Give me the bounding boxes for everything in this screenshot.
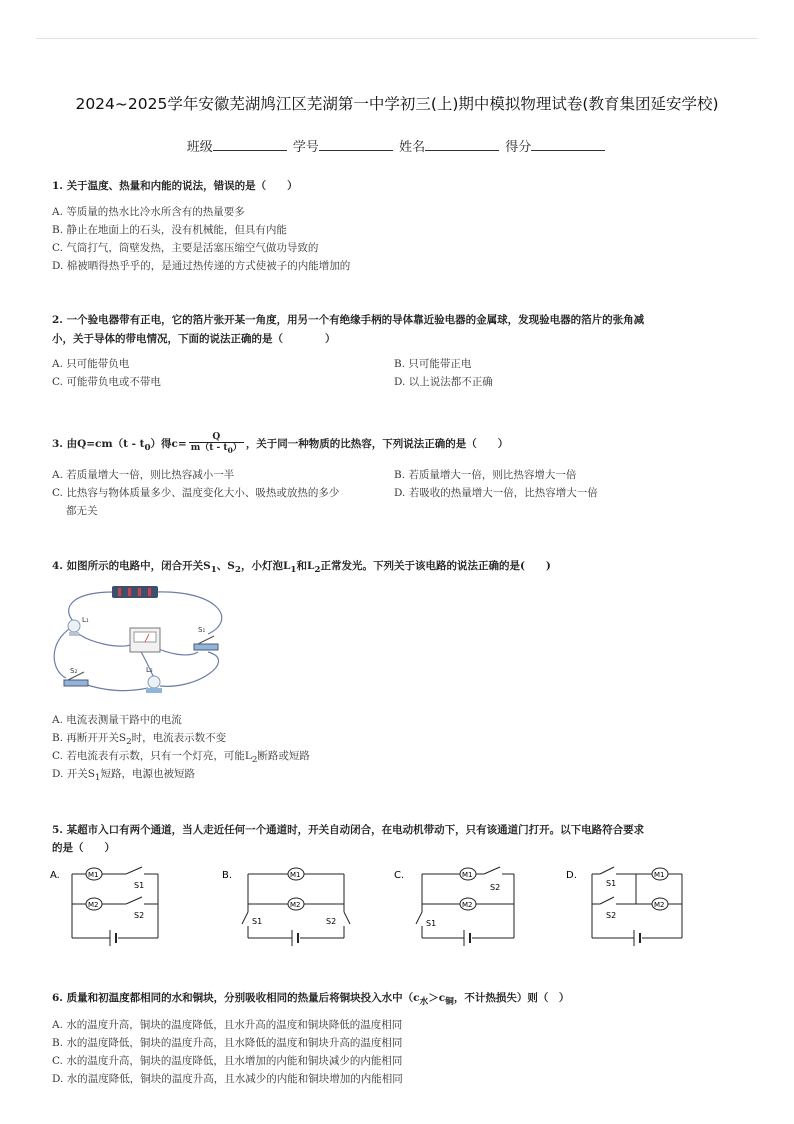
q5-circuit-b: [222, 862, 362, 948]
q5-letter-d: D.: [566, 870, 577, 881]
page-title: 2024~2025学年安徽芜湖鸠江区芜湖第一中学初三(上)期中模拟物理试卷(教育集团延安学校): [75, 95, 719, 113]
q5-letter-a: A.: [50, 870, 60, 881]
q4-label-s2: S₂: [70, 667, 78, 675]
q3-option-c: C. 比热容与物体质量多少、温度变化大小、吸热或放热的多少: [52, 487, 340, 499]
q1-option-d: D. 棉被晒得热乎乎的，是通过热传递的方式使被子的内能增加的: [52, 260, 351, 272]
q3-fraction: [189, 432, 244, 456]
q4-option-d: [52, 765, 195, 787]
q5-c-m2: M2: [462, 901, 473, 909]
switch-s1-icon: [194, 644, 218, 650]
class-label: 班级: [186, 140, 213, 155]
q6-stem: [52, 988, 752, 1012]
q4-c-pre: C. 若电流表有示数，只有一个灯亮，可能L: [52, 750, 252, 762]
q4-label-s1: S₁: [198, 626, 206, 634]
q3-den-sub: 0: [227, 445, 233, 455]
q4-d-pre: D. 开关S: [52, 768, 95, 780]
q1-option-c: C. 气筒打气，筒壁发热，主要是活塞压缩空气做功导致的: [52, 242, 319, 254]
q4-option-a: A. 电流表测量干路中的电流: [52, 714, 182, 726]
q6-option-a: A. 水的温度升高，铜块的温度降低，且水升高的温度和铜块降低的温度相同: [52, 1019, 403, 1031]
bulb-l2-icon: [148, 676, 160, 688]
q6-option-b: B. 水的温度降低，铜块的温度升高，且水降低的温度和铜块升高的温度相同: [52, 1037, 403, 1049]
q3-option-a: A. 若质量增大一倍，则比热容减小一半: [52, 469, 235, 481]
q6-option-c: C. 水的温度升高，铜块的温度降低，且水增加的内能和铜块减少的内能相同: [52, 1055, 403, 1067]
q3-stem-mid: ）得c=: [150, 437, 187, 450]
q4-l2-sub: 2: [314, 565, 321, 576]
q1-stem: 1. 关于温度、热量和内能的说法，错误的是（ ）: [52, 180, 298, 192]
q2-option-b: B. 只可能带正电: [394, 358, 472, 370]
q3-stem-pre: 3. 由Q=cm（t - t: [52, 437, 145, 450]
q5-a-s1: S1: [134, 881, 145, 890]
q5-letter-c: C.: [394, 870, 405, 881]
q4-b-pre: B. 再断开开关S: [52, 732, 127, 744]
q1-option-a: A. 等质量的热水比冷水所含有的热量要多: [52, 206, 245, 218]
name-blank: [425, 137, 499, 151]
q5-circuit-c: [394, 862, 524, 948]
q1-option-b: B. 静止在地面上的石头，没有机械能，但具有内能: [52, 224, 287, 236]
q4-stem-b: 、S: [216, 560, 235, 572]
q5-b-s2: S2: [326, 917, 337, 926]
q5-d-s1: S1: [606, 879, 617, 888]
q6-stem-pre: 6. 质量和初温度都相同的水和铜块，分别吸收相同的热量后将铜块投入水中（c: [52, 992, 420, 1004]
q4-circuit-figure: [48, 580, 238, 702]
score-label: 得分: [505, 140, 532, 155]
q6-stem-post: ，不计热损失）则（ ）: [453, 992, 570, 1004]
q4-b-sub: 2: [126, 737, 132, 748]
q4-c-sub: 2: [251, 755, 258, 766]
q3-stem-post: ，关于同一种物质的比热容，下列说法正确的是（ ）: [245, 437, 509, 450]
name-label: 姓名: [399, 140, 426, 155]
q5-b-s1: S1: [252, 917, 263, 926]
q3-den-text: m（t - t: [190, 443, 228, 453]
q3-fraction-numerator: Q: [189, 432, 244, 443]
class-blank: [213, 137, 287, 151]
q2-option-c: C. 可能带负电或不带电: [52, 376, 161, 388]
q6-gt: ＞c: [428, 992, 446, 1004]
q4-stem-a: 4. 如图所示的电路中，闭合开关S: [52, 560, 211, 572]
q5-b-m1: M1: [290, 871, 301, 879]
q5-stem-line2: 的是（ ）: [52, 842, 115, 854]
q5-stem-line1: 5. 某超市入口有两个通道，当人走近任何一个通道时，开关自动闭合，在电动机带动下，只有该通道门打开。以下电路符合要求: [52, 824, 645, 836]
q4-s2-sub: 2: [234, 565, 241, 576]
number-label: 学号: [292, 140, 319, 155]
q4-stem-e: 正常发光。下列关于该电路的说法正确的是( ): [320, 560, 551, 572]
q5-a-s2: S2: [134, 911, 145, 920]
switch-s2-icon: [64, 680, 88, 686]
q4-l1-sub: 1: [290, 565, 297, 576]
q4-label-l1: L₁: [82, 616, 89, 624]
bulb-l1-icon: [68, 620, 80, 632]
q6-c-copper-sub: 铜: [445, 997, 454, 1008]
q5-c-s2: S2: [490, 883, 501, 892]
q3-stem: [52, 432, 752, 458]
q4-b-post: 时，电流表示数不变: [131, 732, 227, 744]
q4-s1-sub: 1: [210, 565, 217, 576]
q5-d-s2: S2: [606, 911, 617, 920]
q6-c-water-sub: 水: [419, 997, 429, 1008]
q4-stem-c: ，小灯泡L: [240, 560, 291, 572]
number-blank: [319, 137, 393, 151]
q2-option-d: D. 以上说法都不正确: [394, 376, 493, 388]
q5-d-m2: M2: [654, 901, 665, 909]
q3-option-b: B. 若质量增大一倍，则比热容增大一倍: [394, 469, 577, 481]
q2-stem-line1: 2. 一个验电器带有正电，它的箔片张开某一角度，用另一个有绝缘手柄的导体靠近验电器的金属球，发现验电器的箔片的张角减: [52, 314, 645, 326]
q3-den-end: ）: [232, 443, 242, 453]
q5-a-m1: M1: [88, 871, 99, 879]
score-blank: [531, 137, 605, 151]
q5-circuit-d: [566, 862, 696, 948]
q4-d-post: 短路，电源也被短路: [100, 768, 195, 780]
q3-sub-0: 0: [144, 443, 151, 453]
q5-c-s1: S1: [426, 919, 437, 928]
q3-option-d: D. 若吸收的热量增大一倍，比热容增大一倍: [394, 487, 598, 499]
q3-option-c-cont: 都无关: [66, 505, 98, 517]
q5-circuit-a: [50, 862, 170, 948]
q4-d-sub: 1: [94, 773, 101, 784]
q4-c-post: 断路或短路: [257, 750, 310, 762]
q4-stem-d: 和L: [296, 560, 315, 572]
q6-option-d: D. 水的温度降低，铜块的温度升高，且水减少的内能和铜块增加的内能相同: [52, 1073, 403, 1085]
q5-a-m2: M2: [88, 901, 99, 909]
q5-c-m1: M1: [462, 871, 473, 879]
q4-label-l2: L₂: [146, 666, 153, 674]
q2-option-a: A. 只可能带负电: [52, 358, 130, 370]
header-divider: [36, 38, 758, 39]
q5-d-m1: M1: [654, 871, 665, 879]
q5-b-m2: M2: [290, 901, 301, 909]
student-info-line: [0, 136, 794, 155]
q5-letter-b: B.: [222, 870, 233, 881]
q4-stem: [52, 556, 752, 580]
q3-fraction-denominator: [189, 443, 244, 456]
q2-stem-line2: 小，关于导体的带电情况，下面的说法正确的是（ ）: [52, 333, 336, 345]
